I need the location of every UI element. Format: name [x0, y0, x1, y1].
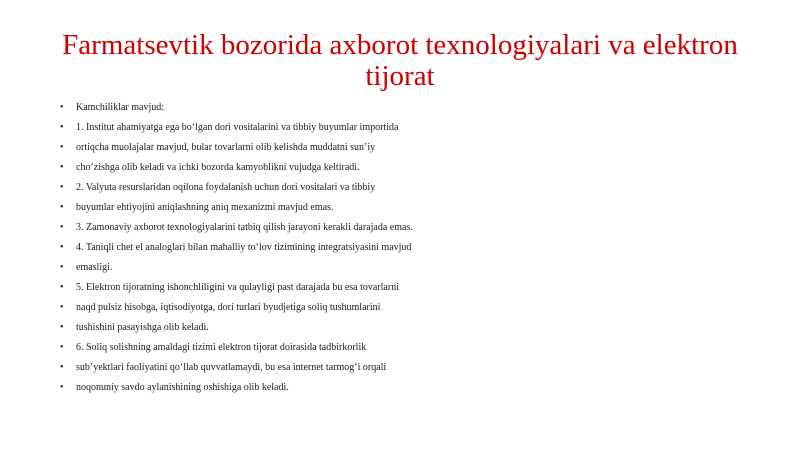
bullet-text: ortiqcha muolajalar mavjud, bular tovarlarni olib kelishda muddatni sun’iy	[76, 142, 376, 153]
bullet-item	[60, 239, 760, 259]
bullet-text: 3. Zamonaviy axborot texnologiyalarini tatbiq qilish jarayoni kerakli darajada emas.	[76, 222, 413, 233]
bullet-item	[60, 139, 760, 159]
bullet-icon: •	[60, 182, 64, 193]
bullet-text: buyumlar ehtiyojini aniqlashning aniq mexanizmi mavjud emas.	[76, 202, 334, 213]
bullet-list	[60, 99, 760, 399]
bullet-icon: •	[60, 162, 64, 173]
bullet-icon: •	[60, 342, 64, 353]
bullet-text: 4. Taniqli chet el analoglari bilan mahalliy to‘lov tizimining integratsiyasini mavjud	[76, 242, 412, 253]
bullet-item	[60, 339, 760, 359]
bullet-icon: •	[60, 102, 64, 113]
bullet-text: sub’yektlari faoliyatini qo‘llab quvvatlamaydi, bu esa internet tarmog‘i orqali	[76, 362, 387, 373]
bullet-icon: •	[60, 302, 64, 313]
slide-title: Farmatsevtik bozorida axborot texnologiyalari va elektron tijorat	[62, 29, 738, 92]
bullet-text: 6. Soliq solishning amaldagi tizimi elektron tijorat doirasida tadbirkorlik	[76, 342, 367, 353]
bullet-text: cho‘zishga olib keladi va ichki bozorda kamyoblikni vujudga keltiradi.	[76, 162, 360, 173]
bullet-icon: •	[60, 282, 64, 293]
bullet-icon: •	[60, 362, 64, 373]
bullet-text: 5. Elektron tijoratning ishonchliligini va qulayligi past darajada bu esa tovarlarni	[76, 282, 399, 293]
bullet-icon: •	[60, 222, 64, 233]
bullet-text: 2. Valyuta resurslaridan oqilona foydalanish uchun dori vositalari va tibbiy	[76, 182, 376, 193]
bullet-icon: •	[60, 242, 64, 253]
bullet-item	[60, 159, 760, 179]
bullet-item	[60, 279, 760, 299]
bullet-item	[60, 359, 760, 379]
bullet-item	[60, 199, 760, 219]
bullet-text: noqonuniy savdo aylanishining oshishiga olib keladi.	[76, 382, 289, 393]
bullet-text: Kamchiliklar mavjud:	[76, 102, 165, 113]
bullet-text: naqd pulsiz hisobga, iqtisodiyotga, dori turlari byudjetiga soliq tushumlarini	[76, 302, 381, 313]
bullet-icon: •	[60, 202, 64, 213]
bullet-text: tushishini pasayishga olib keladi.	[76, 322, 209, 333]
bullet-text: emasligi.	[76, 262, 113, 273]
bullet-item	[60, 119, 760, 139]
bullet-item	[60, 259, 760, 279]
bullet-icon: •	[60, 122, 64, 133]
bullet-text: 1. Institut ahamiyatga ega bo‘lgan dori vositalarini va tibbiy buyumlar importida	[76, 122, 399, 133]
bullet-item	[60, 179, 760, 199]
bullet-item	[60, 319, 760, 339]
bullet-icon: •	[60, 142, 64, 153]
bullet-icon: •	[60, 322, 64, 333]
bullet-item	[60, 299, 760, 319]
bullet-item	[60, 379, 760, 399]
bullet-icon: •	[60, 262, 64, 273]
bullet-item	[60, 219, 760, 239]
bullet-item	[60, 99, 760, 119]
bullet-icon: •	[60, 382, 64, 393]
